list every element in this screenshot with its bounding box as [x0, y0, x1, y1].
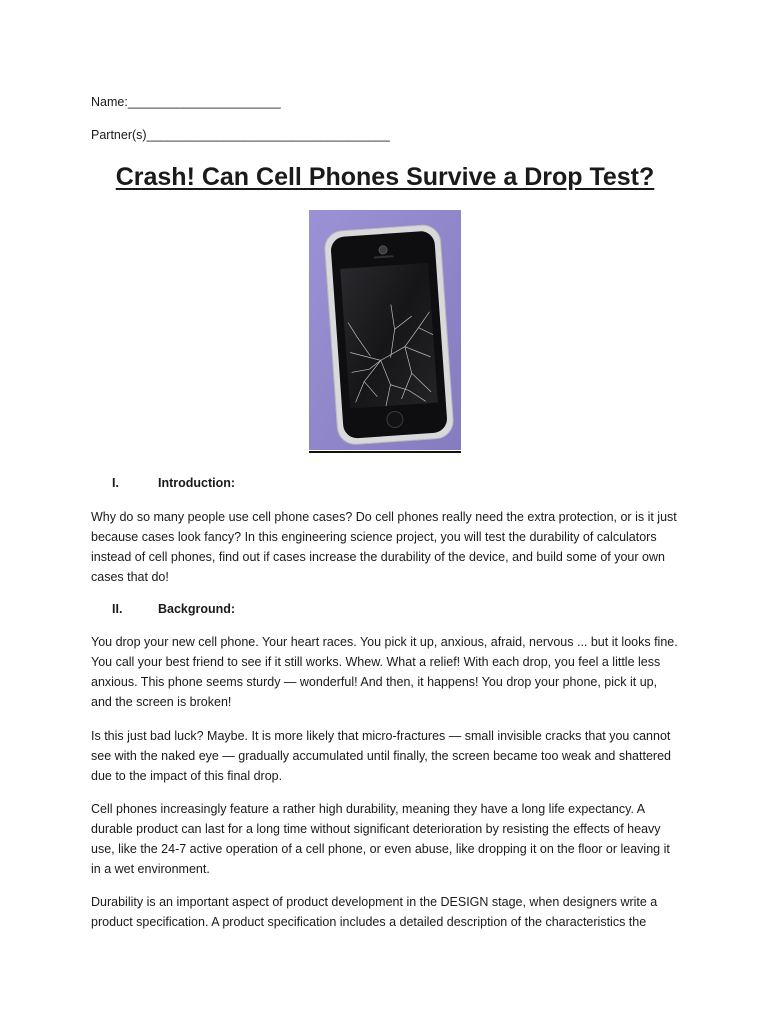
- background-paragraph-4: Durability is an important aspect of product development in the DESIGN stage, when designers write a product specification. A product specification includes a detailed description of the characteristics the: [91, 895, 658, 929]
- background-paragraph-2: Is this just bad luck? Maybe. It is more likely that micro-fractures — small invisible cracks that you cannot see with the naked eye — gradually accumulated until finally, the screen became too weak and shattered due to the impact of this final drop.: [91, 729, 671, 783]
- partner-field-line: Partner(s)___________________________________: [91, 128, 390, 142]
- section-numeral-introduction: I.: [112, 476, 119, 490]
- name-field-line: Name:______________________: [91, 95, 281, 109]
- section-numeral-background: II.: [112, 602, 123, 616]
- section-heading-background: Background:: [158, 602, 236, 616]
- section-heading-introduction: Introduction:: [158, 476, 236, 490]
- page-title: Crash! Can Cell Phones Survive a Drop Test?: [115, 163, 655, 191]
- image-underline-rule: [309, 451, 461, 453]
- background-paragraph-3: Cell phones increasingly feature a rather high durability, meaning they have a long life expectancy. A durable product can last for a long time without significant deterioration by resisting the effects of heavy use, like the 24-7 active operation of a cell phone, or even abuse, like dropping it on the floor or leaving it in a wet environment.: [91, 802, 670, 876]
- cracked-phone-photo: [309, 210, 461, 450]
- background-paragraph-1: You drop your new cell phone. Your heart races. You pick it up, anxious, afraid, nervous ... but it looks fine. You call your best friend to see if it still works. Whew. What a relief! With each drop, you feel a little less anxious. This phone seems sturdy — wonderful! And then, it happens! You drop your phone, pick it up, and the screen is broken!: [91, 635, 678, 709]
- intro-paragraph: Why do so many people use cell phone cases? Do cell phones really need the extra protection, or is it just because cases look fancy? In this engineering science project, you will test the durability of calculators instead of cell phones, find out if cases increase the durability of the device, and build some of your own cases that do!: [91, 510, 677, 584]
